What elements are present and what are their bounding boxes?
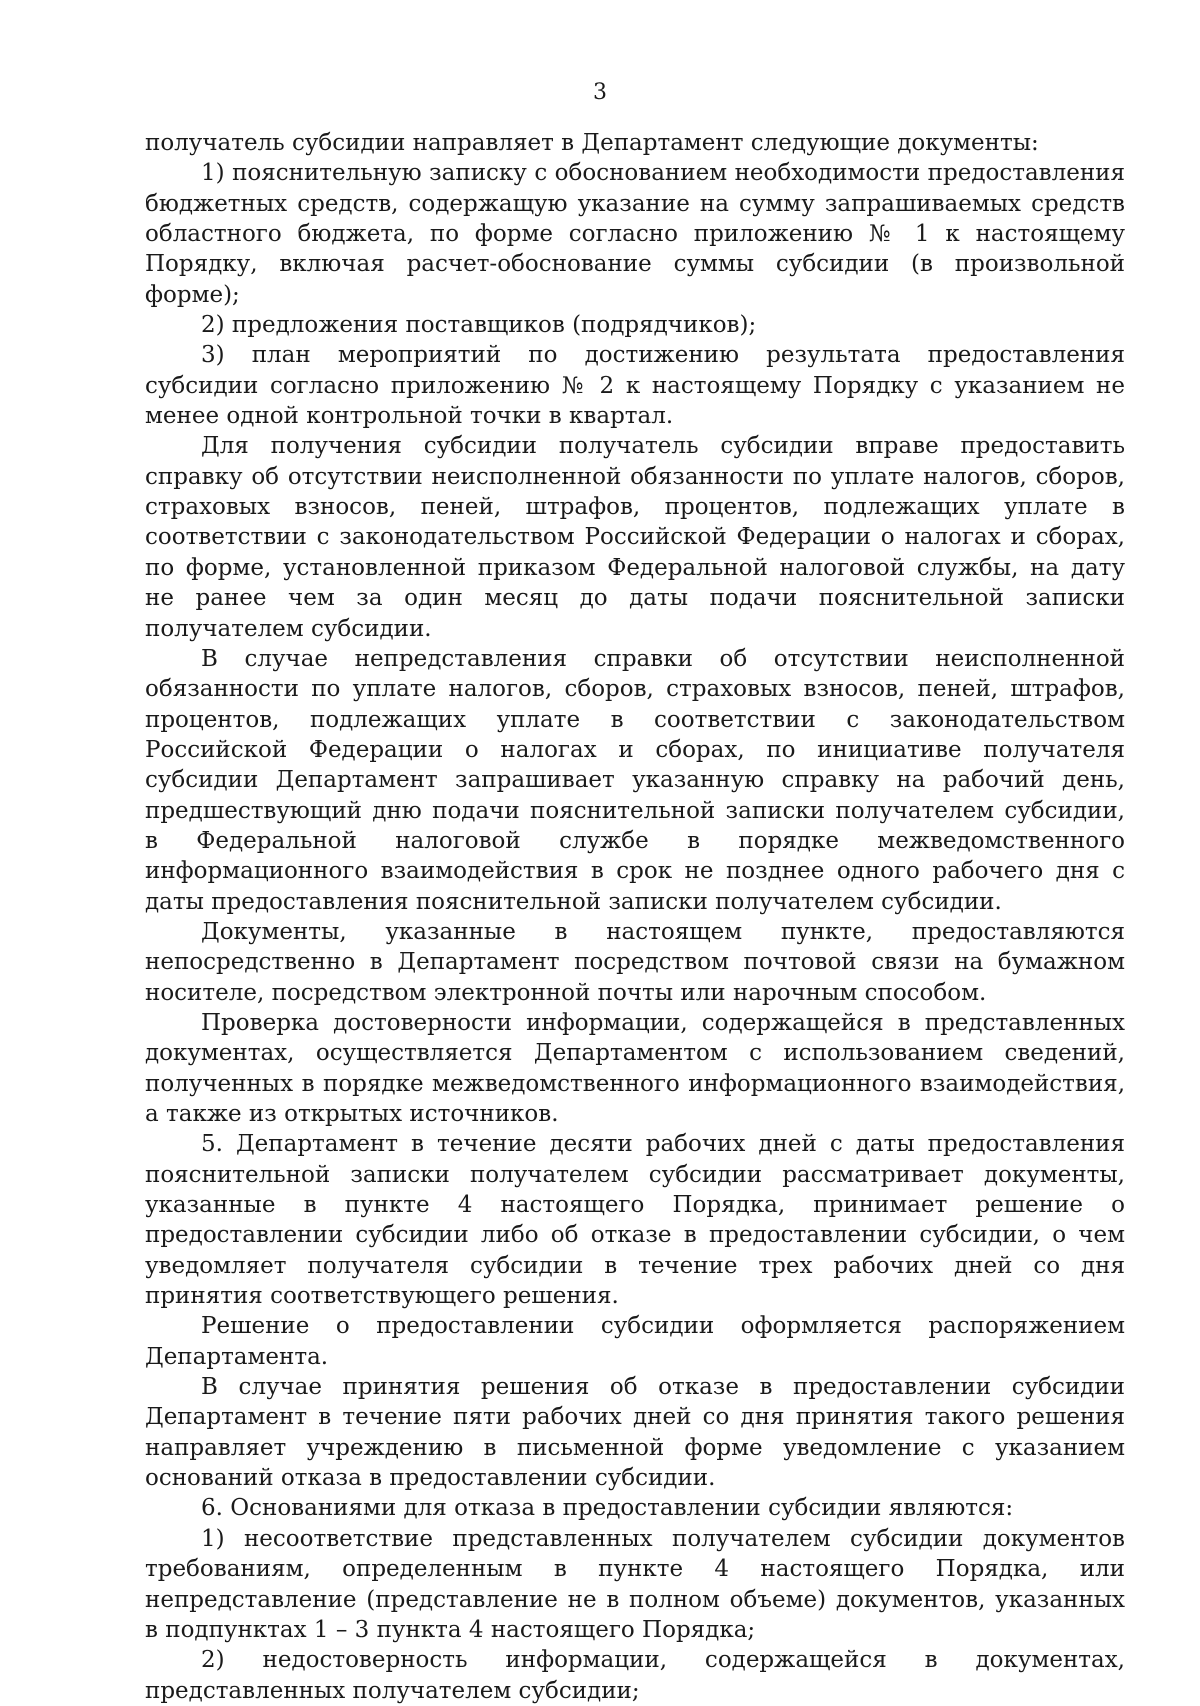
page-number: 3	[593, 80, 607, 105]
paragraph-verification: Проверка достоверности информации, содержащейся в представленных документах, осуществляется Департаментом с использованием сведений, полученных в порядке межведомственного информационного взаимодействия, а также из открытых источников.	[145, 1009, 1125, 1127]
paragraph-intro: получатель субсидии направляет в Департамент следующие документы:	[145, 130, 1039, 156]
list-item-action-plan: 3) план мероприятий по достижению результата предоставления субсидии согласно приложению № 2 к настоящему Порядку с указанием не менее одной контрольной точки в квартал.	[145, 342, 1125, 430]
paragraph-tax-certificate: Для получения субсидии получатель субсидии вправе предоставить справку об отсутствии неисполненной обязанности по уплате налогов, сборов, страховых взносов, пеней, штрафов, процентов, подлежащих уплате в соответствии с законодательством Российской Федерации о налогах и сборах, по форме, установленной приказом Федеральной налоговой службы, на дату не ранее чем за один месяц до даты подачи пояснительной записки получателем субсидии.	[145, 433, 1125, 642]
list-item-unreliable-info: 2) недостоверность информации, содержащейся в документах, представленных получателем субсидии;	[145, 1647, 1125, 1704]
paragraph-refusal-notice: В случае принятия решения об отказе в предоставлении субсидии Департамент в течение пяти рабочих дней со дня принятия такого решения направляет учреждению в письменной форме уведомление с указанием оснований отказа в предоставлении субсидии.	[145, 1374, 1125, 1492]
paragraph-decision: Решение о предоставлении субсидии оформляется распоряжением Департамента.	[145, 1313, 1125, 1370]
list-item-noncompliance: 1) несоответствие представленных получателем субсидии документов требованиям, определенным в пункте 4 настоящего Порядка, или непредставление (представление не в полном объеме) документов, указанных в подпунктах 1 – 3 пункта 4 настоящего Порядка;	[145, 1525, 1125, 1643]
list-item-supplier-proposals: 2) предложения поставщиков (подрядчиков);	[201, 312, 757, 339]
document-body	[145, 128, 1125, 1706]
paragraph-certificate-request: В случае непредставления справки об отсутствии неисполненной обязанности по уплате налогов, сборов, страховых взносов, пеней, штрафов, процентов, подлежащих уплате в соответствии с законодательством Российской Федерации о налогах и сборах, по инициативе получателя субсидии Департамент запрашивает указанную справку на рабочий день, предшествующий дню подачи пояснительной записки получателем субсидии, в Федеральной налоговой службе в порядке межведомственного информационного взаимодействия в срок не позднее одного рабочего дня с даты предоставления пояснительной записки получателем субсидии.	[145, 645, 1125, 915]
list-item-explanatory-note: 1) пояснительную записку с обоснованием необходимости предоставления бюджетных средств, содержащую указание на сумму запрашиваемых средств областного бюджета, по форме согласно приложению № 1 к настоящему Порядку, включая расчет-обоснование суммы субсидии (в произвольной форме);	[145, 160, 1125, 308]
paragraph-submission-methods: Документы, указанные в настоящем пункте, предоставляются непосредственно в Департамент посредством почтовой связи на бумажном носителе, посредством электронной почты или нарочным способом.	[145, 918, 1125, 1006]
paragraph-clause-5: 5. Департамент в течение десяти рабочих дней с даты предоставления пояснительной записки получателем субсидии рассматривает документы, указанные в пункте 4 настоящего Порядка, принимает решение о предоставлении субсидии либо об отказе в предоставлении субсидии, о чем уведомляет получателя субсидии в течение трех рабочих дней со дня принятия соответствующего решения.	[145, 1131, 1125, 1310]
paragraph-clause-6: 6. Основаниями для отказа в предоставлении субсидии являются:	[201, 1495, 1014, 1522]
